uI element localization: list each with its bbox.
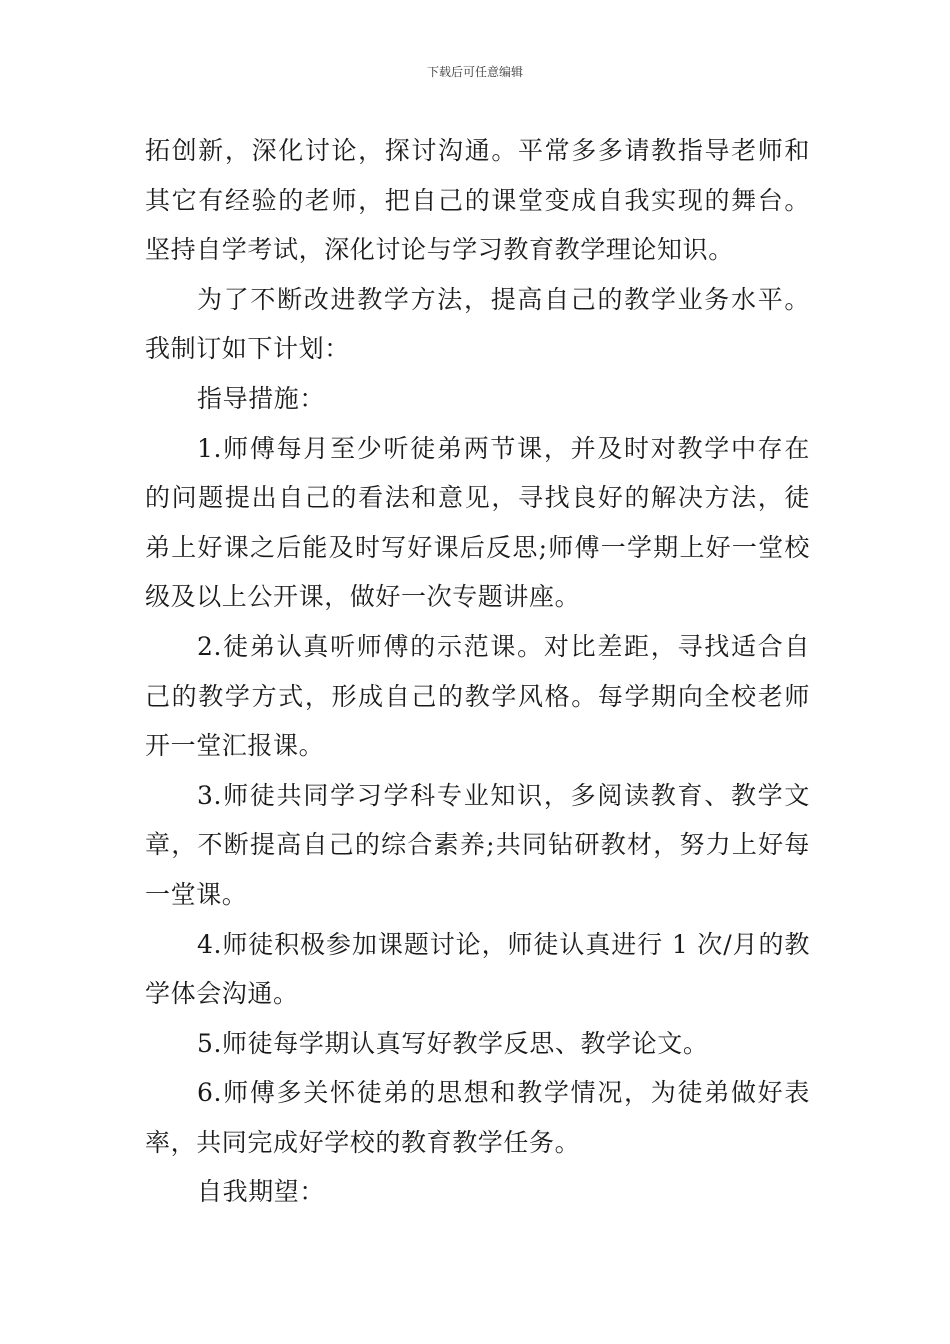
section-heading-measures: 指导措施： [197, 383, 326, 413]
section-heading-expectations: 自我期望： [197, 1177, 326, 1207]
paragraph-continued: 拓创新，深化讨论，探讨沟通。平常多多请教指导老师和其它有经验的老师，把自己的课堂变成自我实现的舞台。坚持自学考试，深化讨论与学习教育教学理论知识。 [145, 136, 810, 265]
list-item-measure-6: 6.师傅多关怀徒弟的思想和教学情况，为徒弟做好表率，共同完成好学校的教育教学任务。 [145, 1078, 810, 1157]
list-item-measure-1: 1.师傅每月至少听徒弟两节课，并及时对教学中存在的问题提出自己的看法和意见，寻找良好的解决方法，徒弟上好课之后能及时写好课后反思;师傅一学期上好一堂校级及以上公开课，做好一次专题讲座。 [145, 433, 810, 612]
list-item-measure-3: 3.师徒共同学习学科专业知识，多阅读教育、教学文章，不断提高自己的综合素养;共同钻研教材，努力上好每一堂课。 [145, 780, 810, 909]
list-item-measure-2: 2.徒弟认真听师傅的示范课。对比差距，寻找适合自己的教学方式，形成自己的教学风格。每学期向全校老师开一堂汇报课。 [145, 631, 810, 761]
document-body [145, 126, 810, 1217]
page-header-note: 下载后可任意编辑 [426, 65, 523, 79]
list-item-measure-5: 5.师徒每学期认真写好教学反思、教学论文。 [197, 1028, 709, 1058]
paragraph-plan-intro: 为了不断改进教学方法，提高自己的教学业务水平。我制订如下计划： [145, 284, 810, 364]
list-item-measure-4: 4.师徒积极参加课题讨论，师徒认真进行 1 次/月的教学体会沟通。 [145, 929, 810, 1009]
